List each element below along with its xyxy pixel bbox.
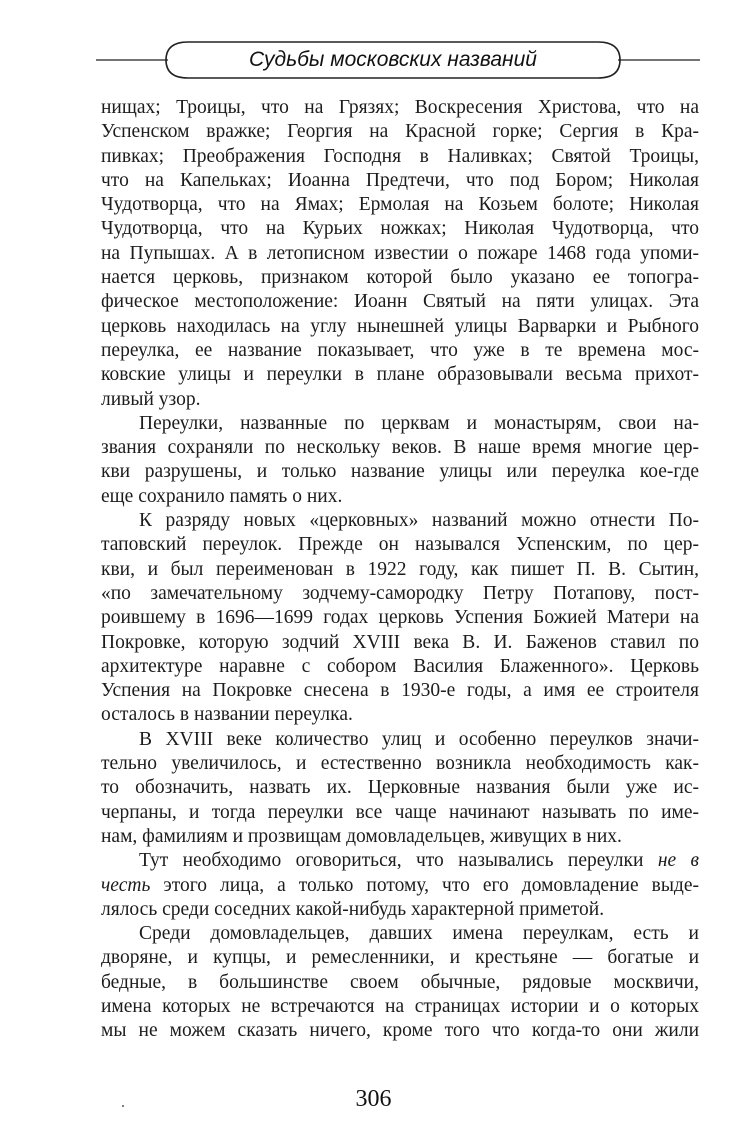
text-span: осталось в названии переулка.	[101, 704, 353, 726]
text-line	[101, 874, 699, 898]
text-span: таповский переулок. Прежде он назывался Успенским, по цер-	[101, 534, 699, 556]
text-line	[101, 266, 699, 290]
text-span: архитектуре наравне с собором Василия Блаженного». Церковь	[101, 655, 699, 677]
text-line	[101, 145, 699, 169]
text-line	[101, 242, 699, 266]
text-line	[101, 509, 699, 533]
text-line	[101, 485, 699, 509]
text-span: переулка, ее название показывает, что уже в те времена мос-	[101, 339, 699, 361]
text-span: бедные, в большинстве своем обычные, рядовые москвичи,	[101, 971, 699, 993]
text-span: нам, фамилиям и прозвищам домовладельцев, живущих в них.	[101, 825, 622, 847]
body-text	[101, 96, 699, 1044]
text-span: имена которых не встречаются на страницах истории и о которых	[101, 995, 699, 1017]
text-span: пивках; Преображения Господня в Наливках; Святой Троицы,	[101, 145, 699, 167]
text-span: В XVIII веке количество улиц и особенно переулков значи-	[139, 728, 699, 750]
text-line	[101, 169, 699, 193]
text-line	[101, 388, 699, 412]
text-line	[101, 825, 699, 849]
text-line	[101, 971, 699, 995]
text-span: Покровке, которую зодчий XVIII века В. И. Баженов ставил по	[101, 631, 699, 653]
text-span: ковские улицы и переулки в плане образовывали весьма прихот-	[101, 364, 699, 386]
text-line	[101, 120, 699, 144]
text-span: этого лица, а только потому, что его домовладение выде-	[150, 874, 699, 896]
text-span: тельно увеличилось, и естественно возникла необходимость как-	[101, 753, 699, 775]
text-line	[101, 849, 699, 873]
text-span: лялось среди соседних какой-нибудь характерной приметой.	[101, 898, 605, 920]
text-span: «по замечательному зодчему-самородку Петру Потапову, пост-	[101, 582, 699, 604]
text-line	[101, 460, 699, 484]
page-number: 306	[355, 1086, 392, 1112]
text-line	[101, 96, 699, 120]
text-line	[101, 217, 699, 241]
text-line	[101, 582, 699, 606]
text-line	[101, 193, 699, 217]
print-speck	[122, 1105, 124, 1107]
text-span: нищах; Троицы, что на Грязях; Воскресения Христова, что на	[101, 97, 699, 118]
running-header	[0, 0, 747, 110]
text-line	[101, 898, 699, 922]
text-line	[101, 290, 699, 314]
text-line	[101, 436, 699, 460]
text-span: церковь находилась на углу нынешней улицы Варварки и Рыбного	[101, 315, 699, 337]
text-line	[101, 315, 699, 339]
text-span: мы не можем сказать ничего, кроме того что когда-то они жили	[101, 1020, 699, 1042]
text-line	[101, 946, 699, 970]
italic-span: не в	[657, 850, 699, 872]
text-span: на Пупышах. А в летописном известии о пожаре 1468 года упоми-	[101, 242, 699, 264]
text-line	[101, 631, 699, 655]
text-line	[101, 679, 699, 703]
header-title: Судьбы московских названий	[249, 48, 537, 71]
text-span: Успения на Покровке снесена в 1930-е годы, а имя ее строителя	[101, 680, 699, 702]
text-span: Успенском вражке; Георгия на Красной горке; Сергия в Кра-	[101, 121, 699, 143]
text-line	[101, 606, 699, 630]
text-span: черпаны, и тогда переулки все чаще начинают называть по име-	[101, 801, 699, 823]
italic-span: честь	[101, 874, 151, 896]
text-line	[101, 1019, 699, 1043]
text-line	[101, 558, 699, 582]
text-span: нается церковь, признаком которой было указано ее топогра-	[101, 267, 699, 289]
text-span: фическое местоположение: Иоанн Святый на пяти улицах. Эта	[101, 291, 699, 313]
text-line	[101, 655, 699, 679]
text-line	[101, 703, 699, 727]
text-span: кви разрушены, и только название улицы или переулка кое-где	[101, 461, 699, 483]
text-span: Чудотворца, что на Курьих ножках; Николая Чудотворца, что	[101, 218, 699, 240]
text-line	[101, 776, 699, 800]
text-span: Переулки, названные по церквам и монастырям, свои на-	[139, 412, 699, 434]
text-line	[101, 995, 699, 1019]
text-line	[101, 339, 699, 363]
text-line	[101, 412, 699, 436]
text-span: то обозначить, назвать их. Церковные названия были уже ис-	[101, 777, 699, 799]
text-line	[101, 533, 699, 557]
text-line	[101, 728, 699, 752]
text-span: Тут необходимо оговориться, что назывались переулки	[139, 850, 658, 872]
text-span: ливый узор.	[101, 388, 201, 410]
text-line	[101, 752, 699, 776]
text-line	[101, 801, 699, 825]
text-span: дворяне, и купцы, и ремесленники, и крестьяне — богатые и	[101, 947, 699, 969]
text-line	[101, 922, 699, 946]
text-line	[101, 363, 699, 387]
text-span: кви, и был переименован в 1922 году, как пишет П. В. Сытин,	[101, 558, 699, 580]
text-span: Среди домовладельцев, давших имена переулкам, есть и	[139, 923, 699, 945]
text-span: К разряду новых «церковных» названий можно отнести По-	[139, 510, 699, 532]
text-span: роившему в 1696—1699 годах церковь Успения Божией Матери на	[101, 607, 699, 629]
text-span: что на Капельках; Иоанна Предтечи, что под Бором; Николая	[101, 169, 699, 191]
text-span: звания сохраняли по нескольку веков. В наше время многие цер-	[101, 437, 699, 459]
text-span: Чудотворца, что на Ямах; Ермолая на Козьем болоте; Николая	[101, 194, 699, 216]
text-span: еще сохранило память о них.	[101, 485, 343, 507]
